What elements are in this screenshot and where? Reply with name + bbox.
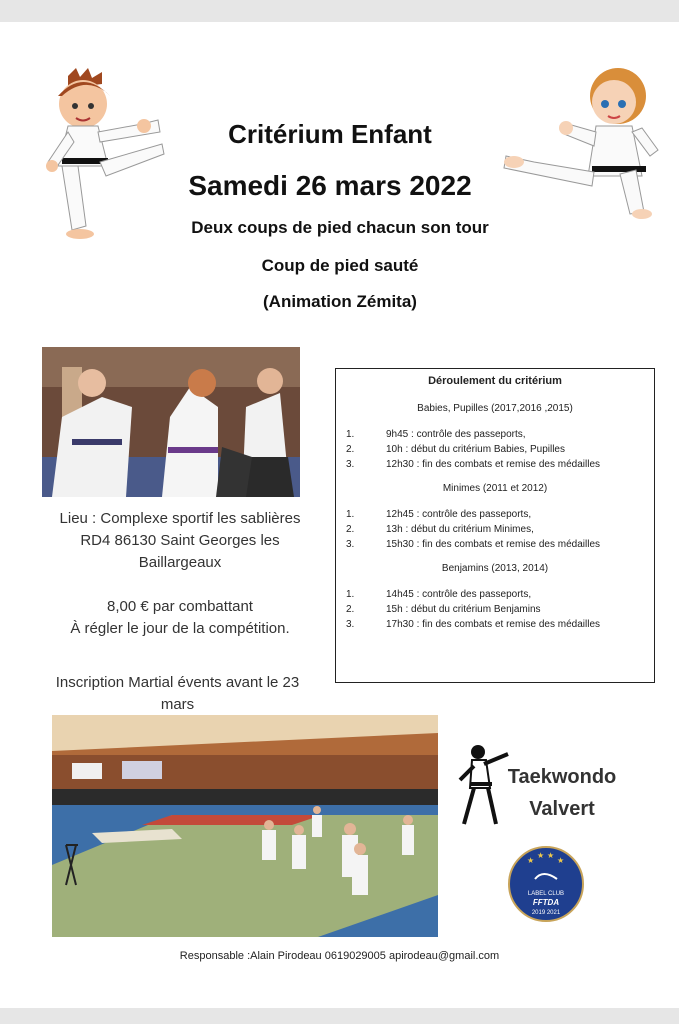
event-activity-1: Deux coups de pied chacun son tour bbox=[191, 218, 489, 237]
badge-bottom-text: 2019 2021 bbox=[531, 910, 561, 916]
schedule-row bbox=[336, 619, 654, 633]
girl-kick-illustration bbox=[500, 62, 665, 227]
row-text: 9h45 : contrôle des passeports, bbox=[386, 429, 526, 440]
schedule-row bbox=[336, 524, 654, 538]
schedule-row bbox=[336, 509, 654, 523]
price-info: 8,00 € par combattant bbox=[107, 598, 253, 615]
row-text: 13h : début du critérium Minimes, bbox=[386, 524, 534, 535]
poster-page bbox=[0, 22, 679, 1008]
contact-footer: Responsable :Alain Pirodeau 0619029005 apirodeau@gmail.com bbox=[179, 950, 500, 962]
row-text: 17h30 : fin des combats et remise des médailles bbox=[386, 619, 600, 630]
svg-text:★: ★ bbox=[547, 851, 555, 860]
row-number: 2. bbox=[346, 524, 355, 535]
badge-mid-text: FFTDA bbox=[532, 898, 560, 907]
schedule-row bbox=[336, 539, 654, 553]
schedule-row bbox=[336, 589, 654, 603]
group-title-benjamins: Benjamins (2013, 2014) bbox=[441, 563, 549, 574]
svg-text:★: ★ bbox=[537, 851, 545, 860]
registration-line-1: Inscription Martial évents avant le 23 bbox=[55, 674, 300, 691]
registration-line-2: mars bbox=[160, 696, 195, 713]
group-title-minimes: Minimes (2011 et 2012) bbox=[442, 483, 548, 494]
event-animation: (Animation Zémita) bbox=[263, 292, 417, 311]
row-number: 2. bbox=[346, 444, 355, 455]
venue-line-3: Baillargeaux bbox=[138, 554, 222, 571]
svg-text:★: ★ bbox=[557, 856, 565, 865]
schedule-box bbox=[335, 368, 655, 683]
event-title: Critérium Enfant bbox=[228, 119, 432, 149]
event-date: Samedi 26 mars 2022 bbox=[188, 170, 472, 201]
row-text: 15h30 : fin des combats et remise des médailles bbox=[386, 539, 600, 550]
row-number: 1. bbox=[346, 429, 355, 440]
row-number: 3. bbox=[346, 459, 355, 470]
venue-line-1: Lieu : Complexe sportif les sablières bbox=[59, 510, 301, 527]
row-text: 10h : début du critérium Babies, Pupilles bbox=[386, 444, 565, 455]
badge-top-text: LABEL CLUB bbox=[527, 891, 565, 897]
row-number: 2. bbox=[346, 604, 355, 615]
row-text: 12h45 : contrôle des passeports, bbox=[386, 509, 532, 520]
group-title-babies: Babies, Pupilles (2017,2016 ,2015) bbox=[417, 403, 573, 414]
venue-line-2: RD4 86130 Saint Georges les bbox=[80, 532, 280, 549]
row-number: 3. bbox=[346, 539, 355, 550]
row-text: 14h45 : contrôle des passeports, bbox=[386, 589, 532, 600]
row-number: 3. bbox=[346, 619, 355, 630]
schedule-row bbox=[336, 444, 654, 458]
schedule-row bbox=[336, 604, 654, 618]
schedule-row bbox=[336, 429, 654, 443]
row-number: 1. bbox=[346, 589, 355, 600]
label-club-badge bbox=[507, 845, 585, 923]
club-name-line-2: Valvert bbox=[529, 798, 595, 820]
gymnasium-photo bbox=[52, 715, 438, 937]
payment-info: À régler le jour de la compétition. bbox=[70, 620, 290, 637]
schedule-row bbox=[336, 459, 654, 473]
event-activity-2: Coup de pied sauté bbox=[261, 256, 419, 275]
sparring-photo bbox=[42, 347, 300, 497]
row-text: 15h : début du critérium Benjamins bbox=[386, 604, 541, 615]
schedule-title: Déroulement du critérium bbox=[428, 375, 562, 387]
row-number: 1. bbox=[346, 509, 355, 520]
club-name-line-1: Taekwondo bbox=[507, 766, 617, 788]
row-text: 12h30 : fin des combats et remise des médailles bbox=[386, 459, 600, 470]
svg-text:★: ★ bbox=[527, 856, 535, 865]
